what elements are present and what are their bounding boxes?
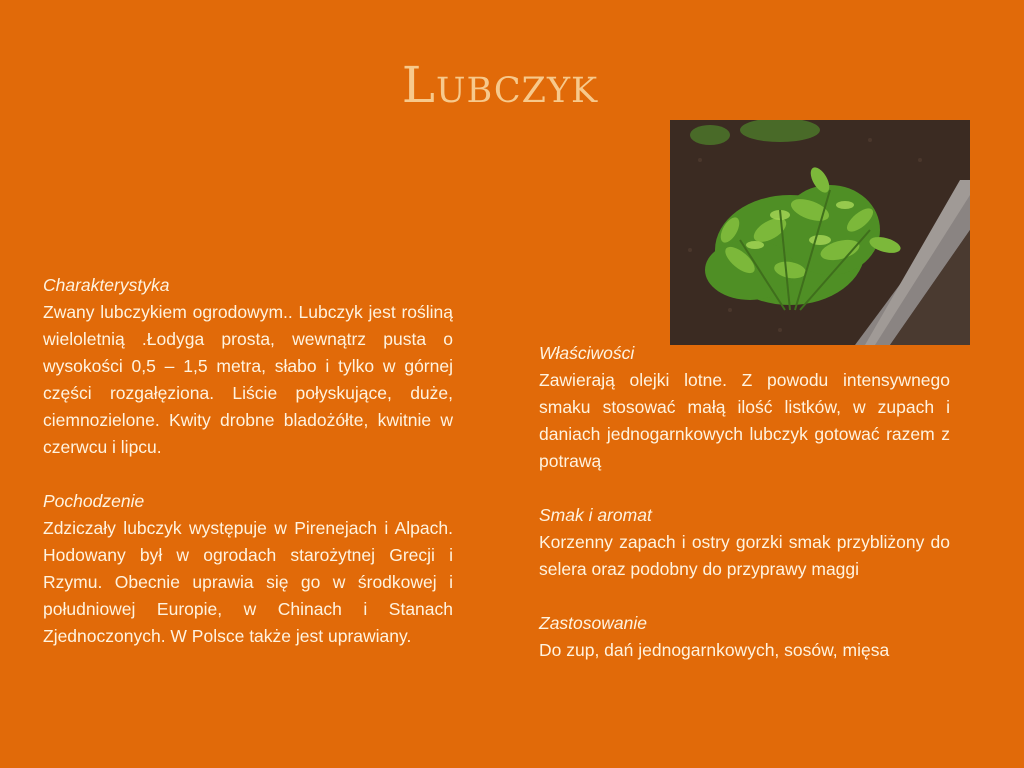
section-text: Zdziczały lubczyk występuje w Pirenejach i Alpach. Hodowany był w ogrodach starożytnej Grecji i Rzymu. Obecnie uprawia się go w środkowej i południowej Europie, w Chinach i Stanach Zjednoczonych. W Polsce także jest uprawiany. <box>43 518 453 646</box>
section-properties <box>539 340 950 475</box>
section-heading: Właściwości <box>539 343 635 363</box>
section-heading: Smak i aromat <box>539 505 652 525</box>
section-characteristics <box>43 272 453 461</box>
right-column <box>539 340 950 664</box>
section-text: Korzenny zapach i ostry gorzki smak przybliżony do selera oraz podobny do przyprawy maggi <box>539 532 950 579</box>
left-column <box>43 272 453 650</box>
section-usage <box>539 610 950 664</box>
lovage-plant-photo <box>670 120 970 345</box>
section-text: Do zup, dań jednogarnkowych, sosów, mięsa <box>539 640 890 660</box>
slide-title: Lubczyk <box>401 56 599 114</box>
section-heading: Zastosowanie <box>539 613 647 633</box>
section-text: Zawierają olejki lotne. Z powodu intensywnego smaku stosować małą ilość listków, w zupach i daniach jednogarnkowych lubczyk gotować razem z potrawą <box>539 370 950 471</box>
section-heading: Charakterystyka <box>43 275 170 295</box>
section-origin <box>43 488 453 650</box>
section-taste-aroma <box>539 502 950 583</box>
plant-image-icon <box>670 120 970 345</box>
section-text: Zwany lubczykiem ogrodowym.. Lubczyk jest rośliną wieloletnią .Łodyga prosta, wewnątrz pusta o wysokości 0,5 – 1,5 metra, słabo i tylko w górnej części rozgałęziona. Liście połyskujące, duże, ciemnozielone. Kwity drobne bladożółte, kwitnie w czerwcu i lipcu. <box>43 302 453 457</box>
section-heading: Pochodzenie <box>43 491 145 511</box>
